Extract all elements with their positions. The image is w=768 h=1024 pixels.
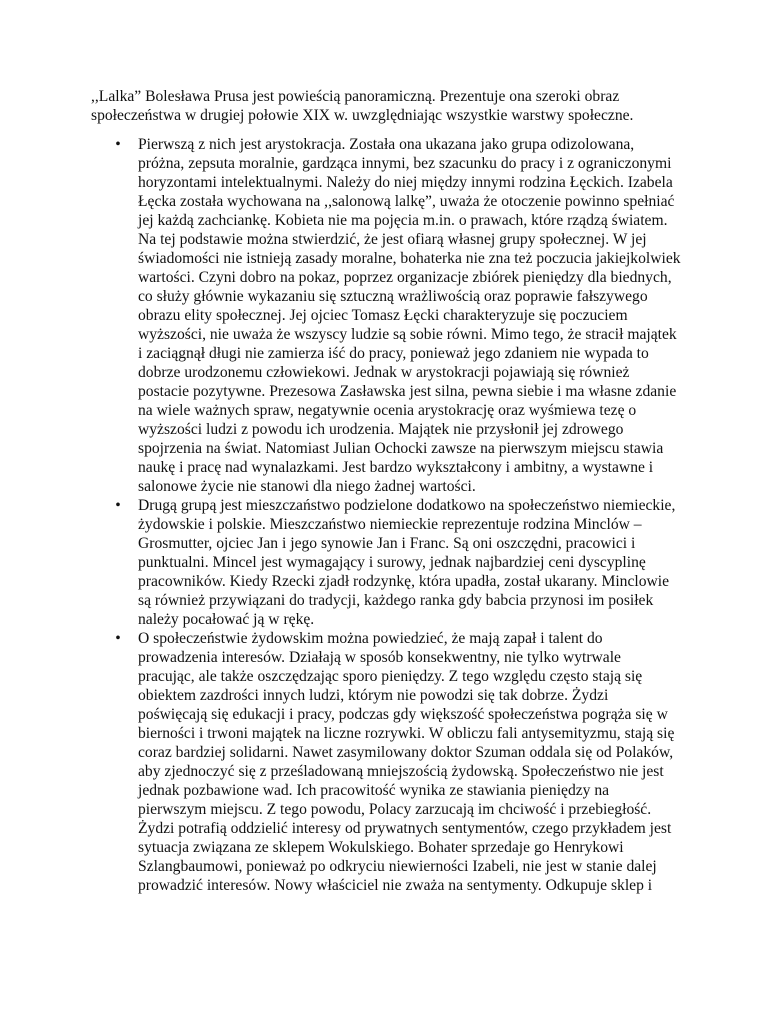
bullet-dot-icon: • [115, 630, 121, 647]
list-item-line: jej każdą zachciankę. Kobieta nie ma pojęcia m.in. o prawach, które rządzą światem. [138, 212, 668, 229]
list-item-line: pracując, ale także oszczędzając sporo pieniędzy. Z tego względu często stają się [138, 668, 643, 685]
list-item-line: wyższości ludzi z powodu ich urodzenia. Majątek nie przysłonił jej zdrowego [138, 421, 624, 438]
list-item-line: Szlangbaumowi, ponieważ po odkryciu niewierności Izabeli, nie jest w stanie dalej [138, 858, 657, 875]
bullet-dot-icon: • [115, 136, 121, 153]
list-item-line: wyższości, nie uważa że wszyscy ludzie są sobie równi. Mimo tego, że stracił majątek [138, 326, 677, 343]
list-item-line: należy pocałować ją w rękę. [138, 611, 315, 628]
list-item-line: wartości. Czyni dobro na pokaz, poprzez organizacje zbiórek pieniędzy dla biednych, [138, 269, 672, 286]
list-item-line: punktualni. Mincel jest wymagający i surowy, jednak najbardziej ceni dyscyplinę [138, 554, 646, 571]
list-item [91, 135, 691, 496]
list-item-line: sytuacja związana ze sklepem Wokulskiego. Bohater sprzedaje go Henrykowi [138, 839, 624, 856]
list-item-line: pierwszym miejscu. Z tego powodu, Polacy zarzucają im chciwość i przebiegłość. [138, 801, 652, 818]
list-item [91, 496, 691, 629]
intro-paragraph [91, 87, 691, 125]
list-item-line: obiektem zazdrości innych ludzi, którym nie powodzi się tak dobrze. Żydzi [138, 687, 609, 704]
list-item-line: spojrzenia na świat. Natomiast Julian Ochocki zawsze na pierwszym miejscu stawia [138, 440, 664, 457]
bullet-list [91, 135, 691, 895]
document-body [91, 87, 691, 895]
list-item-line: poświęcają się edukacji i pracy, podczas gdy większość społeczeństwa pogrąża się w [138, 706, 668, 723]
list-item-line: salonowe życie nie stanowi dla niego żadnej wartości. [138, 478, 476, 495]
list-item-line: postacie pozytywne. Prezesowa Zasławska jest silna, pewna siebie i ma własne zdanie [138, 383, 677, 400]
list-item-line: są również przywiązani do tradycji, każdego ranka gdy babcia przynosi im posiłek [138, 592, 654, 609]
list-item-line: Łęcka została wychowana na ,,salonową lalkę”, uważa że otoczenie powinno spełniać [138, 193, 675, 210]
list-item-line: prowadzenia interesów. Działają w sposób konsekwentny, nie tylko wytrwale [138, 649, 621, 666]
list-item-line: naukę i pracę nad wynalazkami. Jest bardzo wykształcony i ambitny, a wystawne i [138, 459, 654, 476]
list-item-line: jednak pozbawione wad. Ich pracowitość wynika ze stawiania pieniędzy na [138, 782, 610, 799]
list-item-line: bierności i trwoni majątek na liczne rozrywki. W obliczu fali antysemityzmu, stają się [138, 725, 675, 742]
list-item-line: Pierwszą z nich jest arystokracja. Została ona ukazana jako grupa odizolowana, [138, 136, 635, 153]
list-item-line: coraz bardziej solidarni. Nawet zasymilowany doktor Szuman oddala się od Polaków, [138, 744, 674, 761]
list-item-line: świadomości nie istnieją zasady moralne, bohaterka nie zna też poczucia jakiejkolwiek [138, 250, 681, 267]
bullet-dot-icon: • [115, 497, 121, 514]
list-item-line: Na tej podstawie można stwierdzić, że jest ofiarą własnej grupy społecznej. W jej [138, 231, 647, 248]
list-item-line: żydowskie i polskie. Mieszczaństwo niemieckie reprezentuje rodzina Minclów – [138, 516, 642, 533]
list-item-line: na wiele ważnych spraw, negatywnie ocenia arystokrację oraz wyśmiewa tezę o [138, 402, 637, 419]
list-item-line: prowadzić interesów. Nowy właściciel nie zważa na sentymenty. Odkupuje sklep i [138, 877, 653, 894]
list-item-line: Żydzi potrafią oddzielić interesy od prywatnych sentymentów, czego przykładem jest [138, 820, 672, 837]
intro-line: społeczeństwa w drugiej połowie XIX w. uwzględniając wszystkie warstwy społeczne. [91, 107, 634, 124]
list-item-line: pracowników. Kiedy Rzecki zjadł rodzynkę, która upadła, został ukarany. Minclowie [138, 573, 670, 590]
list-item-line: próżna, zepsuta moralnie, gardząca innymi, bez szacunku do pracy i z ograniczonymi [138, 155, 672, 172]
list-item-line: dobrze urodzonemu człowiekowi. Jednak w arystokracji pojawiają się również [138, 364, 630, 381]
list-item-line: horyzontami intelektualnymi. Należy do niej między innymi rodzina Łęckich. Izabela [138, 174, 673, 191]
list-item-line: Grosmutter, ojciec Jan i jego synowie Jan i Franc. Są oni oszczędni, pracowici i [138, 535, 636, 552]
list-item-line: i zaciągnął długi nie zamierza iść do pracy, ponieważ jego zdaniem nie wypada to [138, 345, 649, 362]
list-item [91, 629, 691, 895]
intro-line: ,,Lalka” Bolesława Prusa jest powieścią panoramiczną. Prezentuje ona szeroki obraz [91, 88, 620, 105]
list-item-line: obrazu elity społecznej. Jej ojciec Tomasz Łęcki charakteryzuje się poczuciem [138, 307, 628, 324]
list-item-line: co służy głównie wykazaniu się sztuczną wrażliwością oraz poprawie fałszywego [138, 288, 648, 305]
list-item-line: Drugą grupą jest mieszczaństwo podzielone dodatkowo na społeczeństwo niemieckie, [138, 497, 676, 514]
list-item-line: O społeczeństwie żydowskim można powiedzieć, że mają zapał i talent do [138, 630, 603, 647]
list-item-line: aby zjednoczyć się z prześladowaną mniejszością żydowską. Społeczeństwo nie jest [138, 763, 664, 780]
